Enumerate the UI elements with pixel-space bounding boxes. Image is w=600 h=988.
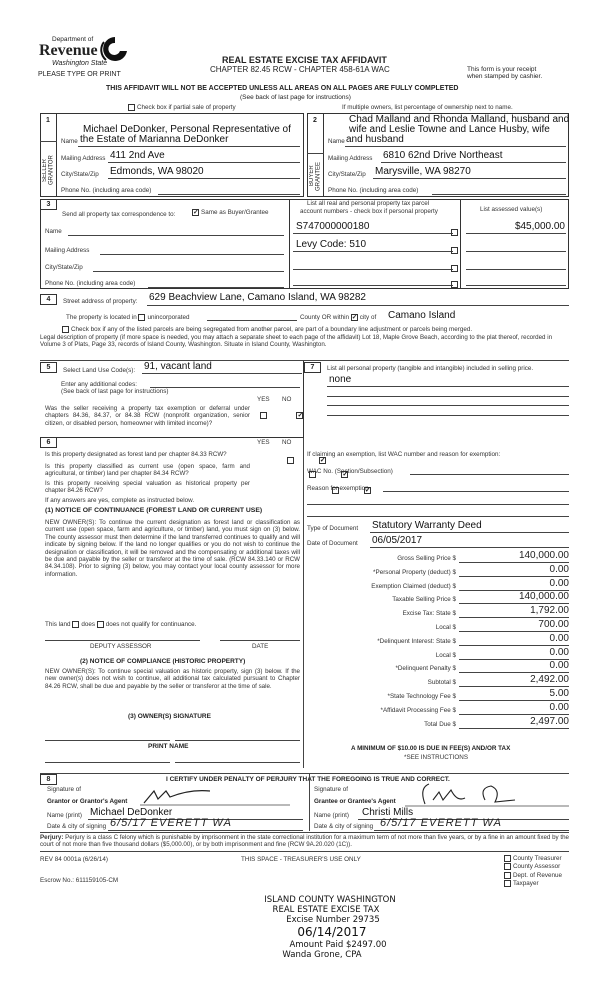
- seller-name-label: Name: [61, 138, 78, 145]
- copy-dept-revenue[interactable]: Dept. of Revenue: [504, 872, 562, 880]
- corr-name-field[interactable]: [68, 235, 284, 236]
- exemption-question: Was the seller receiving a property tax exemption or deferral under chapters 84.36, 84.37, or 84.38 RCW (nonprofit organization, senior citizen, or disabled person, homeowner with limited income)?: [45, 405, 250, 427]
- treasurer-use-only: THIS SPACE - TREASURER'S USE ONLY: [241, 856, 361, 863]
- notice-continuance-text: NEW OWNER(S): To continue the current designation as forest land or classification as current use (open space, farm and agriculture, or timber) land, you must sign on (3) below. The county assessor must then determine if the land transferred continues to qualify and will indicate by signing below. If the land no longer qualifies or you do not wish to continue the designation or classification, it will be removed and the compensating or additional taxes will be due and payable by the seller or transferor at the time of sale. (RCW 84.33.140 or RCW 84.34.108). Prior to signing (3) below, you may contact your local county assessor for more information.: [45, 519, 300, 578]
- copy-taxpayer[interactable]: Taxpayer: [504, 880, 562, 888]
- doc-date-label: Date of Document: [307, 540, 358, 547]
- parcel-account[interactable]: [293, 285, 453, 286]
- grantee-sig-of-label: Signature of: [314, 786, 348, 793]
- land-use-label: Select Land Use Code(s):: [63, 367, 136, 374]
- located-row: [66, 314, 189, 321]
- buyer-name-line3[interactable]: and husband: [346, 134, 404, 145]
- exemption-note: If claiming an exemption, list WAC number and reason for exemption:: [307, 451, 501, 458]
- unincorporated-label: unincorporated: [147, 314, 190, 322]
- owner-signature-field[interactable]: [175, 740, 300, 741]
- minimum-due-note: A MINIMUM OF $10.00 IS DUE IN FEE(S) AND/OR TAX: [351, 745, 511, 752]
- amount-value[interactable]: 0.00: [459, 633, 569, 646]
- seller-name-line1[interactable]: Michael DeDonker, Personal Representative of: [83, 124, 291, 135]
- seller-mailing-label: Mailing Address: [61, 155, 106, 162]
- wac-field[interactable]: [410, 474, 569, 475]
- date-label: DATE: [252, 643, 269, 650]
- assessed-value[interactable]: [466, 285, 566, 286]
- perjury-title: Perjury:: [40, 834, 64, 841]
- perjury-note: [40, 834, 570, 849]
- stamp-clerk: Wanda Grone, CPA: [282, 950, 362, 960]
- amount-label: *Delinquent Penalty $: [395, 665, 456, 673]
- forest-no-checkbox[interactable]: [319, 457, 326, 464]
- stamp-excise-number: Excise Number 29735: [286, 915, 380, 925]
- city-field[interactable]: Camano Island: [388, 310, 456, 321]
- personal-property-label: List all personal property (tangible and intangible) included in selling price.: [327, 365, 534, 372]
- seller-side-label: SELLER GRANTOR: [42, 155, 55, 185]
- grantee-date-field[interactable]: 6/5/17 EVERETT WA: [380, 817, 502, 829]
- unincorporated-checkbox[interactable]: [138, 314, 145, 321]
- assessed-header: List assessed value(s): [480, 206, 543, 213]
- additional-codes-label: Enter any additional codes:: [61, 381, 137, 388]
- exemption-yes-checkbox[interactable]: [260, 412, 267, 419]
- grantor-sig-of-label: Signature of: [47, 786, 81, 793]
- section-7-number: 7: [304, 362, 321, 373]
- see-instructions: *SEE INSTRUCTIONS: [404, 754, 469, 761]
- land-use-see-back: (See back of last page for instructions): [61, 388, 169, 395]
- logo-text-dept: Department of: [52, 36, 94, 43]
- assessor-date-field[interactable]: [220, 640, 300, 641]
- buyer-name-label: Name: [328, 138, 345, 145]
- parcel-row: [293, 236, 565, 254]
- grantor-date-label: Date & city of signing: [47, 823, 107, 830]
- notice-compliance-text: NEW OWNER(S): To continue special valuation as historic property, sign (3) below. If the new owner(s) does not wish to continue, all additional tax calculated pursuant to Chapter 84.26 RCW, shall be due and payable by the seller or transferor at the time of sale.: [45, 668, 300, 690]
- amount-label: Total Due $: [424, 720, 456, 728]
- corr-mailing-label: Mailing Address: [45, 247, 90, 254]
- see-back-note: (See back of last page for instructions): [240, 94, 351, 101]
- segregated-label: Check box if any of the listed parcels are being segregated from another parcel, are part of a boundary line adjustment or parcels being merged.: [71, 326, 473, 334]
- grantee-name-label: Name (print): [314, 812, 349, 819]
- does-not-qualify-checkbox[interactable]: [97, 621, 104, 628]
- wac-label: WAC No. (Section/Subsection): [307, 468, 393, 475]
- corr-mailing-field[interactable]: [100, 254, 284, 255]
- deputy-assessor-label: DEPUTY ASSESSOR: [90, 643, 152, 650]
- parcel-row: [293, 270, 565, 288]
- amount-label: Exemption Claimed (deduct) $: [371, 582, 456, 590]
- amount-label: Gross Selling Price $: [397, 555, 456, 562]
- grantor-name-field[interactable]: Michael DeDonker: [90, 807, 173, 818]
- amount-value[interactable]: 700.00: [459, 619, 569, 632]
- amount-label: *State Technology Fee $: [387, 693, 456, 700]
- buyer-phone-field[interactable]: [432, 194, 566, 195]
- owner-signature-field[interactable]: [45, 740, 170, 741]
- owner-print-name-field[interactable]: [175, 762, 300, 763]
- amount-label: *Affidavit Processing Fee $: [380, 706, 456, 714]
- county-or-label: County OR within: [300, 314, 349, 322]
- print-name-label: PRINT NAME: [148, 743, 189, 750]
- amount-label: Excise Tax: State $: [402, 610, 456, 618]
- form-title: REAL ESTATE EXCISE TAX AFFIDAVIT: [222, 55, 387, 65]
- reason-label: Reason for exemption: [307, 485, 369, 492]
- doc-date-field[interactable]: 06/05/2017: [372, 535, 423, 546]
- corr-phone-label: Phone No. (including area code): [45, 280, 136, 287]
- qualify-label: This land: [45, 621, 71, 629]
- historic-question: Is this property receiving special valuation as historical property per chapter 84.26 RCW?: [45, 480, 250, 495]
- does-label: does: [81, 621, 95, 629]
- buyer-city-field[interactable]: Marysville, WA 98270: [375, 166, 471, 177]
- city-of-label: city of: [359, 314, 377, 322]
- amount-value[interactable]: 0.00: [459, 647, 569, 660]
- parcel-row: [293, 218, 565, 236]
- owner-signature-title: (3) OWNER(S) SIGNATURE: [128, 713, 211, 720]
- city-checkbox[interactable]: [351, 314, 358, 321]
- form-revision: REV 84 0001a (6/26/14): [40, 856, 108, 863]
- legal-description[interactable]: Legal description of property (if more space is needed, you may attach a separate sheet to each page of the affidavit) Lot 18, Maple Grove Beach, according to the plat thereof, recorded in Volume 3 of Plats, Page 33, records of Island County, Washington. Situate in Island County, Washington.: [40, 334, 553, 349]
- buyer-name-line2[interactable]: wife and Leslie Towne and Lance Husby, wife: [349, 124, 550, 135]
- street-label: Street address of property:: [63, 298, 138, 305]
- stamp-amount-paid: Amount Paid $2497.00: [289, 940, 387, 950]
- land-use-code-field[interactable]: 91, vacant land: [144, 361, 212, 372]
- section-6-number: 6: [40, 437, 57, 448]
- copy-county-assessor[interactable]: County Assessor: [504, 863, 562, 871]
- corr-name-label: Name: [45, 228, 62, 235]
- personal-property-line[interactable]: [327, 415, 569, 416]
- seller-city-label: City/State/Zip: [61, 171, 99, 178]
- notice-compliance-title: (2) NOTICE OF COMPLIANCE (HISTORIC PROPERTY): [80, 658, 246, 665]
- grantee-date-label: Date & city of signing: [314, 823, 374, 830]
- escrow-number: Escrow No.: 611159105-CM: [40, 877, 119, 884]
- same-as-buyer-checkbox[interactable]: [192, 209, 269, 216]
- yes-header: YES: [257, 439, 270, 446]
- receipt-note-2: when stamped by cashier.: [467, 73, 543, 80]
- if-yes-note: If any answers are yes, complete as instructed below.: [45, 497, 195, 504]
- buyer-phone-label: Phone No. (including area code): [328, 187, 419, 194]
- grantor-agent-label: Grantor or Grantor's Agent: [47, 798, 128, 805]
- no-header: NO: [282, 396, 292, 403]
- personal-property-field[interactable]: none: [329, 374, 352, 385]
- yes-header: YES: [257, 396, 270, 403]
- personal-property-line[interactable]: [327, 396, 569, 397]
- amount-label: Taxable Selling Price $: [392, 596, 456, 604]
- buyer-mailing-label: Mailing Address: [328, 155, 373, 162]
- amount-value[interactable]: 140,000.00: [459, 550, 569, 563]
- parcel-header-1: List all real and personal property tax parcel: [307, 200, 430, 207]
- stamp-county: ISLAND COUNTY WASHINGTON: [264, 895, 396, 905]
- grantee-name-field[interactable]: Christi Mills: [362, 807, 414, 818]
- amount-value[interactable]: 140,000.00: [459, 591, 569, 604]
- warning-text: THIS AFFIDAVIT WILL NOT BE ACCEPTED UNLESS ALL AREAS ON ALL PAGES ARE FULLY COMPLETED: [106, 85, 459, 92]
- seller-phone-label: Phone No. (including area code): [61, 187, 152, 194]
- multiple-owners-note: If multiple owners, list percentage of ownership next to name.: [342, 104, 513, 111]
- reason-field[interactable]: [383, 491, 569, 492]
- amount-label: Local $: [435, 624, 456, 631]
- doc-type-label: Type of Document: [307, 525, 359, 532]
- amount-value[interactable]: 0.00: [459, 702, 569, 715]
- forest-yes-checkbox[interactable]: [287, 457, 294, 464]
- perjury-text: Perjury is a class C felony which is punishable by imprisonment in the state correctional institution for a maximum term of not more than five years, or by a fine in an amount fixed by the court of not more than five thousand dollars ($5,000.00), or by both imprisonment and fine (RCW 9A.20.020 (1C)).: [40, 834, 569, 849]
- exemption-no-checkbox[interactable]: [296, 412, 303, 419]
- deputy-assessor-signature[interactable]: [45, 640, 200, 641]
- stamp-date: 06/14/2017: [297, 925, 367, 939]
- please-type: PLEASE TYPE OR PRINT: [38, 71, 121, 78]
- additional-codes-field[interactable]: [150, 387, 300, 388]
- partial-sale-checkbox[interactable]: [128, 104, 236, 111]
- logo-swirl-icon: [100, 34, 130, 64]
- parcel-account[interactable]: S747000000180: [296, 221, 370, 232]
- correspondence-label: Send all property tax correspondence to:: [62, 211, 176, 218]
- grantor-name-label: Name (print): [47, 812, 82, 819]
- doc-type-field[interactable]: Statutory Warranty Deed: [372, 520, 482, 531]
- grantee-signature[interactable]: [405, 778, 569, 808]
- amount-label: Subtotal $: [427, 679, 456, 687]
- stamp-excise-tax: REAL ESTATE EXCISE TAX: [272, 905, 380, 915]
- section-4-number: 4: [40, 294, 57, 305]
- amount-value[interactable]: 2,492.00: [459, 674, 569, 687]
- street-address-field[interactable]: 629 Beachview Lane, Camano Island, WA 98282: [149, 292, 366, 303]
- amount-value[interactable]: 5.00: [459, 688, 569, 701]
- assessed-value[interactable]: [466, 251, 566, 252]
- amount-value[interactable]: 0.00: [459, 564, 569, 577]
- county-field[interactable]: [207, 320, 297, 321]
- grantee-agent-label: Grantee or Grantee's Agent: [314, 798, 396, 805]
- amount-label: Local $: [435, 651, 456, 659]
- certify-statement: I CERTIFY UNDER PENALTY OF PERJURY THAT THE FOREGOING IS TRUE AND CORRECT.: [166, 776, 450, 783]
- parcel-header-2: account numbers - check box if personal property: [300, 208, 438, 215]
- copy-county-treasurer[interactable]: County Treasurer: [504, 855, 562, 863]
- section-5-number: 5: [40, 362, 57, 373]
- grantor-date-field[interactable]: 6/5/17 EVERETT WA: [110, 817, 232, 829]
- qualify-row: [45, 621, 196, 628]
- forest-land-question: Is this property designated as forest land per chapter 84.33 RCW?: [45, 451, 227, 458]
- parcel-account[interactable]: Levy Code: 510: [296, 239, 367, 250]
- logo-text-revenue: Revenue: [39, 42, 98, 59]
- corr-city-field[interactable]: [93, 271, 284, 272]
- receipt-note-1: This form is your receipt: [467, 66, 537, 73]
- seller-city-field[interactable]: Edmonds, WA 98020: [110, 166, 204, 177]
- grantor-signature[interactable]: [140, 785, 290, 807]
- within-city-row: [300, 314, 376, 321]
- buyer-name-line1[interactable]: Chad Malland and Rhonda Malland, husband and: [349, 114, 570, 125]
- assessed-value[interactable]: $45,000.00: [514, 221, 565, 232]
- owner-print-name-field[interactable]: [45, 762, 170, 763]
- copy-distribution: [504, 855, 562, 889]
- section-8-number: 8: [40, 774, 57, 785]
- notice-continuance-title: (1) NOTICE OF CONTINUANCE (FOREST LAND OR CURRENT USE): [45, 507, 263, 514]
- amount-value[interactable]: 2,497.00: [459, 716, 569, 729]
- amount-label: *Delinquent Interest: State $: [377, 637, 456, 645]
- amount-value[interactable]: 1,792.00: [459, 605, 569, 618]
- no-header: NO: [282, 439, 292, 446]
- section-3-number: 3: [40, 199, 57, 210]
- located-label: The property is located in: [66, 314, 137, 322]
- personal-property-line[interactable]: [327, 405, 569, 406]
- logo-text-state: Washington State: [52, 60, 108, 67]
- segregated-checkbox[interactable]: [62, 326, 472, 333]
- does-qualify-checkbox[interactable]: [72, 621, 79, 628]
- form-subtitle: CHAPTER 82.45 RCW - CHAPTER 458-61A WAC: [210, 65, 390, 74]
- buyer-city-label: City/State/Zip: [328, 171, 366, 178]
- amount-value[interactable]: 0.00: [459, 660, 569, 673]
- seller-phone-field[interactable]: [158, 194, 300, 195]
- amount-value[interactable]: 0.00: [459, 578, 569, 591]
- section-1-number: 1: [46, 117, 50, 124]
- corr-phone-field[interactable]: [148, 287, 284, 288]
- buyer-mailing-field[interactable]: 6810 62nd Drive Northeast: [383, 150, 503, 161]
- seller-mailing-field[interactable]: 411 2nd Ave: [110, 150, 165, 161]
- does-not-label: does not qualify for continuance.: [105, 621, 197, 629]
- personal-property-checkbox[interactable]: [451, 281, 458, 288]
- partial-sale-label: Check box if partial sale of property: [137, 104, 236, 112]
- seller-name-line2[interactable]: the Estate of Marianna DeDonker: [80, 134, 229, 145]
- same-as-buyer-label: Same as Buyer/Grantee: [201, 209, 269, 217]
- buyer-side-label: BUYER GRANTEE: [309, 161, 322, 191]
- amount-label: *Personal Property (deduct) $: [373, 568, 456, 576]
- corr-city-label: City/State/Zip: [45, 264, 83, 271]
- current-use-question: Is this property classified as current use (open space, farm and agricultural, or timber) land per chapter 84.34 RCW?: [45, 463, 250, 478]
- section-2-number: 2: [313, 117, 317, 124]
